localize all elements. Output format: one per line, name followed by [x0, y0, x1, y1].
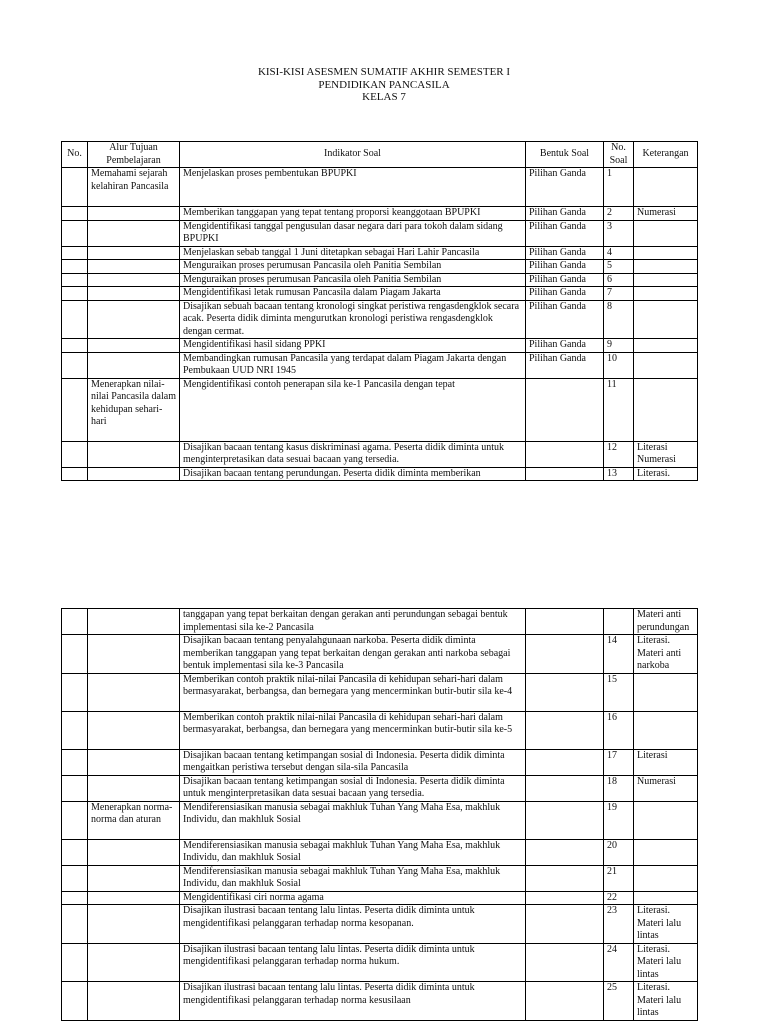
cell-indikator: Membandingkan rumusan Pancasila yang terdapat dalam Piagam Jakarta dengan Pembukaan UUD NRI 1945 [180, 352, 526, 378]
table-row [62, 891, 698, 905]
cell-no-soal: 8 [604, 300, 634, 339]
table-row [62, 352, 698, 378]
kisi-kisi-table-page-1 [61, 141, 698, 481]
header-indikator: Indikator Soal [180, 142, 526, 168]
cell-keterangan [634, 352, 698, 378]
cell-no [62, 635, 88, 674]
cell-no-soal: 10 [604, 352, 634, 378]
cell-indikator: Memberikan contoh praktik nilai-nilai Pancasila di kehidupan sehari-hari dalam bermasyarakat, berbangsa, dan bernegara yang mencerminkan butir-butir sila ke-4 [180, 673, 526, 711]
cell-no-soal: 24 [604, 943, 634, 982]
cell-keterangan: Literasi. [634, 467, 698, 481]
cell-alur-tujuan [88, 300, 180, 339]
cell-bentuk-soal [526, 467, 604, 481]
cell-no-soal: 3 [604, 220, 634, 246]
cell-indikator: Menguraikan proses perumusan Pancasila oleh Panitia Sembilan [180, 273, 526, 287]
cell-no [62, 246, 88, 260]
cell-no [62, 467, 88, 481]
cell-keterangan: Literasi. Materi lalu lintas [634, 905, 698, 944]
cell-alur-tujuan [88, 260, 180, 274]
cell-alur-tujuan [88, 441, 180, 467]
cell-no-soal: 4 [604, 246, 634, 260]
cell-keterangan [634, 839, 698, 865]
cell-keterangan [634, 260, 698, 274]
cell-alur-tujuan [88, 352, 180, 378]
table-row [62, 635, 698, 674]
cell-keterangan: Materi anti perundungan [634, 609, 698, 635]
table-row [62, 300, 698, 339]
header-keterangan: Keterangan [634, 142, 698, 168]
cell-no-soal: 25 [604, 982, 634, 1021]
cell-bentuk-soal [526, 749, 604, 775]
table-body-page-2 [62, 609, 698, 1021]
cell-bentuk-soal [526, 801, 604, 839]
title-line-1: KISI-KISI ASESMEN SUMATIF AKHIR SEMESTER I [257, 66, 511, 78]
cell-keterangan [634, 287, 698, 301]
cell-keterangan [634, 378, 698, 441]
cell-keterangan [634, 339, 698, 353]
cell-no-soal: 13 [604, 467, 634, 481]
cell-alur-tujuan [88, 839, 180, 865]
table-row [62, 865, 698, 891]
table-row [62, 609, 698, 635]
cell-bentuk-soal [526, 865, 604, 891]
cell-keterangan [634, 168, 698, 207]
header-no: No. [62, 142, 88, 168]
cell-indikator: Menguraikan proses perumusan Pancasila oleh Panitia Sembilan [180, 260, 526, 274]
cell-no [62, 207, 88, 221]
cell-no-soal: 22 [604, 891, 634, 905]
cell-alur-tujuan [88, 905, 180, 944]
cell-no-soal: 12 [604, 441, 634, 467]
cell-bentuk-soal: Pilihan Ganda [526, 220, 604, 246]
cell-no [62, 673, 88, 711]
cell-bentuk-soal [526, 891, 604, 905]
cell-keterangan [634, 891, 698, 905]
cell-bentuk-soal: Pilihan Ganda [526, 246, 604, 260]
cell-indikator: Disajikan bacaan tentang ketimpangan sosial di Indonesia. Peserta didik diminta mengaitkan peristiwa tersebut dengan sila-sila Pancasila [180, 749, 526, 775]
header-no-soal: No. Soal [604, 142, 634, 168]
cell-bentuk-soal: Pilihan Ganda [526, 339, 604, 353]
cell-bentuk-soal [526, 905, 604, 944]
cell-keterangan [634, 246, 698, 260]
cell-indikator: Mengidentifikasi letak rumusan Pancasila dalam Piagam Jakarta [180, 287, 526, 301]
cell-bentuk-soal [526, 441, 604, 467]
cell-alur-tujuan: Memahami sejarah kelahiran Pancasila [88, 168, 180, 207]
cell-no [62, 982, 88, 1021]
cell-no [62, 711, 88, 749]
table-row [62, 441, 698, 467]
cell-no-soal: 17 [604, 749, 634, 775]
cell-keterangan [634, 220, 698, 246]
cell-indikator: Memberikan tanggapan yang tepat tentang proporsi keanggotaan BPUPKI [180, 207, 526, 221]
cell-bentuk-soal [526, 711, 604, 749]
cell-keterangan: Literasi. Materi anti narkoba [634, 635, 698, 674]
cell-alur-tujuan [88, 220, 180, 246]
cell-keterangan: Literasi. Materi lalu lintas [634, 982, 698, 1021]
title-line-3: KELAS 7 [362, 91, 406, 103]
cell-no [62, 287, 88, 301]
cell-no [62, 220, 88, 246]
cell-no [62, 865, 88, 891]
cell-alur-tujuan [88, 339, 180, 353]
cell-no [62, 905, 88, 944]
kisi-kisi-table-page-2 [61, 608, 698, 1021]
cell-indikator: Mengidentifikasi tanggal pengusulan dasar negara dari para tokoh dalam sidang BPUPKI [180, 220, 526, 246]
cell-alur-tujuan [88, 207, 180, 221]
cell-no [62, 839, 88, 865]
cell-keterangan [634, 801, 698, 839]
cell-no [62, 775, 88, 801]
cell-no [62, 273, 88, 287]
cell-no [62, 168, 88, 207]
cell-bentuk-soal [526, 635, 604, 674]
cell-indikator: Menjelaskan sebab tanggal 1 Juni ditetapkan sebagai Hari Lahir Pancasila [180, 246, 526, 260]
table-row [62, 273, 698, 287]
cell-alur-tujuan [88, 865, 180, 891]
cell-indikator: Mendiferensiasikan manusia sebagai makhluk Tuhan Yang Maha Esa, makhluk Individu, dan makhluk Sosial [180, 801, 526, 839]
cell-no [62, 352, 88, 378]
cell-indikator: Mendiferensiasikan manusia sebagai makhluk Tuhan Yang Maha Esa, makhluk Individu, dan makhluk Sosial [180, 839, 526, 865]
cell-bentuk-soal [526, 943, 604, 982]
cell-no-soal: 5 [604, 260, 634, 274]
cell-no-soal: 9 [604, 339, 634, 353]
cell-keterangan: Literasi. Materi lalu lintas [634, 943, 698, 982]
cell-bentuk-soal [526, 775, 604, 801]
cell-no [62, 378, 88, 441]
cell-alur-tujuan [88, 273, 180, 287]
cell-no [62, 749, 88, 775]
cell-indikator: Disajikan bacaan tentang penyalahgunaan narkoba. Peserta didik diminta memberikan tanggapan yang tepat berkaitan dengan gerakan anti narkoba sebagai bentuk implementasi sila ke-3 Pancasila [180, 635, 526, 674]
cell-bentuk-soal [526, 673, 604, 711]
cell-keterangan: Literasi [634, 749, 698, 775]
cell-keterangan [634, 300, 698, 339]
cell-no-soal: 15 [604, 673, 634, 711]
cell-indikator: Mengidentifikasi contoh penerapan sila ke-1 Pancasila dengan tepat [180, 378, 526, 441]
cell-alur-tujuan [88, 982, 180, 1021]
cell-indikator: Menjelaskan proses pembentukan BPUPKI [180, 168, 526, 207]
table-row [62, 246, 698, 260]
cell-bentuk-soal: Pilihan Ganda [526, 352, 604, 378]
table-row [62, 260, 698, 274]
table-row [62, 749, 698, 775]
table-row [62, 168, 698, 207]
cell-bentuk-soal: Pilihan Ganda [526, 300, 604, 339]
table-row [62, 943, 698, 982]
cell-indikator: Disajikan ilustrasi bacaan tentang lalu lintas. Peserta didik diminta untuk mengidentifikasi pelanggaran terhadap norma kesusilaan [180, 982, 526, 1021]
cell-bentuk-soal [526, 982, 604, 1021]
cell-no [62, 801, 88, 839]
table-row [62, 287, 698, 301]
cell-no-soal: 16 [604, 711, 634, 749]
cell-indikator: tanggapan yang tepat berkaitan dengan gerakan anti perundungan sebagai bentuk implementasi sila ke-2 Pancasila [180, 609, 526, 635]
cell-bentuk-soal: Pilihan Ganda [526, 287, 604, 301]
cell-no [62, 943, 88, 982]
table-row [62, 905, 698, 944]
cell-alur-tujuan [88, 467, 180, 481]
cell-alur-tujuan [88, 943, 180, 982]
title-line-2: PENDIDIKAN PANCASILA [318, 78, 450, 91]
cell-alur-tujuan [88, 287, 180, 301]
cell-no-soal: 14 [604, 635, 634, 674]
cell-no [62, 441, 88, 467]
cell-no-soal: 11 [604, 378, 634, 441]
table-row [62, 711, 698, 749]
cell-indikator: Disajikan sebuah bacaan tentang kronologi singkat peristiwa rengasdengklok secara acak. Peserta didik diminta mengurutkan kronologi peristiwa rengasdengklok dengan cermat. [180, 300, 526, 339]
cell-bentuk-soal [526, 839, 604, 865]
cell-no-soal: 6 [604, 273, 634, 287]
cell-no-soal: 7 [604, 287, 634, 301]
cell-indikator: Mendiferensiasikan manusia sebagai makhluk Tuhan Yang Maha Esa, makhluk Individu, dan makhluk Sosial [180, 865, 526, 891]
cell-no-soal: 21 [604, 865, 634, 891]
cell-indikator: Disajikan ilustrasi bacaan tentang lalu lintas. Peserta didik diminta untuk mengidentifikasi pelanggaran terhadap norma hukum. [180, 943, 526, 982]
cell-bentuk-soal: Pilihan Ganda [526, 260, 604, 274]
cell-alur-tujuan [88, 711, 180, 749]
table-row [62, 467, 698, 481]
cell-keterangan [634, 273, 698, 287]
table-header-row [62, 142, 698, 168]
table-row [62, 839, 698, 865]
cell-alur-tujuan [88, 246, 180, 260]
cell-no [62, 260, 88, 274]
cell-no-soal: 19 [604, 801, 634, 839]
cell-bentuk-soal: Pilihan Ganda [526, 168, 604, 207]
cell-alur-tujuan [88, 775, 180, 801]
table-row [62, 220, 698, 246]
cell-keterangan [634, 711, 698, 749]
cell-no [62, 609, 88, 635]
cell-keterangan: Numerasi [634, 775, 698, 801]
cell-no-soal: 18 [604, 775, 634, 801]
header-bentuk-soal: Bentuk Soal [526, 142, 604, 168]
table-row [62, 207, 698, 221]
cell-no-soal: 23 [604, 905, 634, 944]
cell-no-soal: 20 [604, 839, 634, 865]
cell-keterangan [634, 865, 698, 891]
cell-alur-tujuan: Menerapkan nilai-nilai Pancasila dalam kehidupan sehari-hari [88, 378, 180, 441]
cell-alur-tujuan [88, 749, 180, 775]
table-row [62, 673, 698, 711]
cell-no [62, 300, 88, 339]
cell-bentuk-soal: Pilihan Ganda [526, 207, 604, 221]
cell-alur-tujuan [88, 891, 180, 905]
cell-no-soal [604, 609, 634, 635]
cell-indikator: Memberikan contoh praktik nilai-nilai Pancasila di kehidupan sehari-hari dalam bermasyarakat, berbangsa, dan bernegara yang mencerminkan butir-butir sila ke-5 [180, 711, 526, 749]
cell-alur-tujuan [88, 673, 180, 711]
cell-no [62, 891, 88, 905]
cell-bentuk-soal [526, 609, 604, 635]
table-row [62, 775, 698, 801]
cell-keterangan: Numerasi [634, 207, 698, 221]
cell-alur-tujuan [88, 635, 180, 674]
table-row [62, 378, 698, 441]
cell-no [62, 339, 88, 353]
cell-indikator: Disajikan ilustrasi bacaan tentang lalu lintas. Peserta didik diminta untuk mengidentifikasi pelanggaran terhadap norma kesopanan. [180, 905, 526, 944]
cell-indikator: Disajikan bacaan tentang ketimpangan sosial di Indonesia. Peserta didik diminta untuk menginterpretasikan data sesuai bacaan yang tersedia. [180, 775, 526, 801]
cell-indikator: Mengidentifikasi hasil sidang PPKI [180, 339, 526, 353]
cell-alur-tujuan [88, 609, 180, 635]
cell-alur-tujuan: Menerapkan norma-norma dan aturan [88, 801, 180, 839]
document-title [0, 66, 768, 104]
header-alur-tujuan: Alur Tujuan Pembelajaran [88, 142, 180, 168]
table-row [62, 982, 698, 1021]
cell-bentuk-soal: Pilihan Ganda [526, 273, 604, 287]
cell-indikator: Disajikan bacaan tentang perundungan. Peserta didik diminta memberikan [180, 467, 526, 481]
cell-bentuk-soal [526, 378, 604, 441]
table-row [62, 339, 698, 353]
table-row [62, 801, 698, 839]
cell-keterangan: Literasi Numerasi [634, 441, 698, 467]
table-body-page-1 [62, 168, 698, 481]
cell-no-soal: 2 [604, 207, 634, 221]
cell-no-soal: 1 [604, 168, 634, 207]
cell-keterangan [634, 673, 698, 711]
cell-indikator: Mengidentifikasi ciri norma agama [180, 891, 526, 905]
cell-indikator: Disajikan bacaan tentang kasus diskriminasi agama. Peserta didik diminta untuk menginterpretasikan data sesuai bacaan yang tersedia. [180, 441, 526, 467]
